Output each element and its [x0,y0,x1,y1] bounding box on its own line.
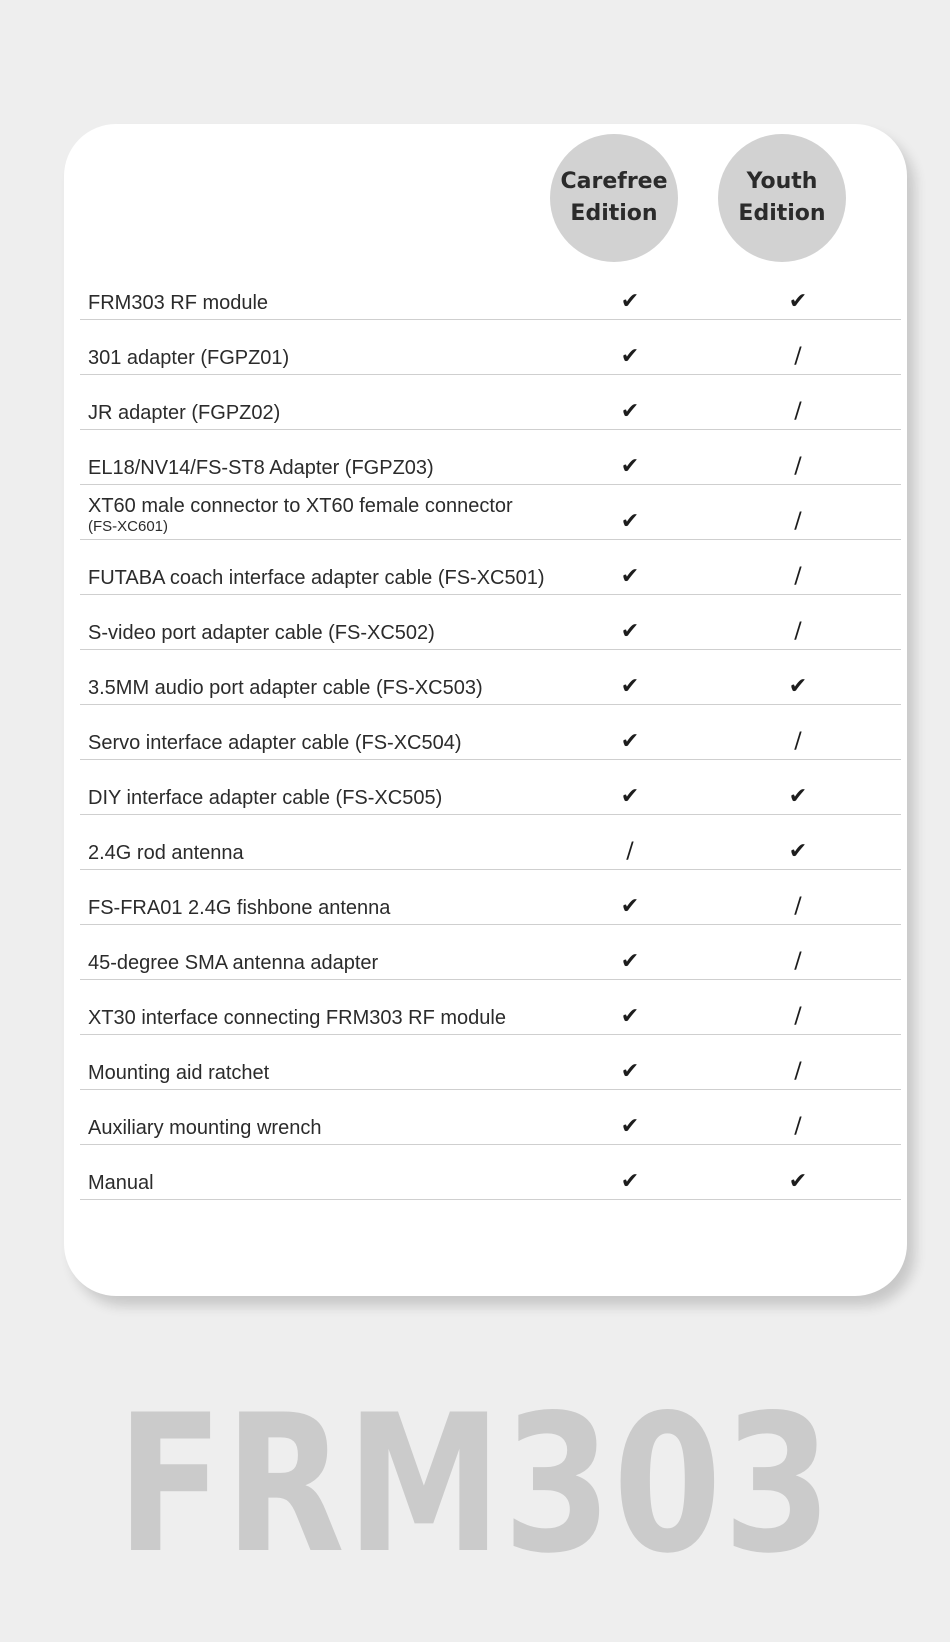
product-name-watermark: FRM303 [116,1374,834,1595]
youth-mark: ✔ [788,784,808,809]
item-sublabel: (FS-XC601) [88,518,169,535]
carefree-mark: ✔ [620,729,640,754]
item-label: Servo interface adapter cable (FS-XC504) [88,732,462,754]
carefree-mark: ✔ [620,619,640,644]
table-row [80,375,901,430]
carefree-mark: ✔ [620,784,640,809]
carefree-mark: ✔ [620,454,640,479]
table-row [80,1035,901,1090]
table-row [80,1090,901,1145]
item-label: 45-degree SMA antenna adapter [88,952,379,974]
item-label: FS-FRA01 2.4G fishbone antenna [88,897,391,919]
carefree-mark: ✔ [620,564,640,589]
carefree-mark: / [626,839,634,864]
table-row [80,540,901,595]
item-label: FRM303 RF module [88,292,269,314]
table-row [80,320,901,375]
carefree-mark: ✔ [620,509,640,534]
carefree-mark: ✔ [620,1004,640,1029]
carefree-mark: ✔ [620,894,640,919]
youth-mark: / [794,564,802,589]
item-name [88,676,483,700]
youth-mark: / [794,1004,802,1029]
youth-mark: / [794,399,802,424]
youth-mark: / [794,454,802,479]
item-name [88,1171,154,1195]
carefree-mark: ✔ [620,344,640,369]
youth-mark: ✔ [788,839,808,864]
table-row [80,980,901,1035]
carefree-mark: ✔ [620,949,640,974]
item-label: XT60 male connector to XT60 female connector [88,495,513,517]
item-name [88,896,390,920]
table-row [80,760,901,815]
item-name [88,786,442,810]
table-row [80,705,901,760]
youth-mark: / [794,509,802,534]
item-label: Auxiliary mounting wrench [88,1117,322,1139]
item-label: S-video port adapter cable (FS-XC502) [88,622,435,644]
table-row [80,870,901,925]
carefree-mark: ✔ [620,1114,640,1139]
item-label: 2.4G rod antenna [88,842,244,864]
item-label: JR adapter (FGPZ02) [88,402,281,424]
youth-mark: / [794,1114,802,1139]
comparison-card [64,124,907,1296]
comparison-table [80,265,901,1200]
item-label: XT30 interface connecting FRM303 RF module [88,1007,506,1029]
carefree-mark: ✔ [620,399,640,424]
youth-mark: / [794,619,802,644]
item-name [88,291,268,315]
table-row [80,485,901,540]
item-label: FUTABA coach interface adapter cable (FS-XC501) [88,567,545,589]
table-row [80,1145,901,1200]
item-name [88,951,378,975]
table-row [80,925,901,980]
youth-mark: ✔ [788,289,808,314]
item-label: 3.5MM audio port adapter cable (FS-XC503) [88,677,483,699]
item-label: EL18/NV14/FS-ST8 Adapter (FGPZ03) [88,457,434,479]
item-name [88,494,513,535]
youth-mark: / [794,949,802,974]
item-label: DIY interface adapter cable (FS-XC505) [88,787,443,809]
item-name [88,841,244,865]
table-row [80,430,901,485]
carefree-edition-header: Carefree Edition [550,134,678,262]
youth-mark: / [794,729,802,754]
item-label: Mounting aid ratchet [88,1062,270,1084]
youth-mark: / [794,1059,802,1084]
item-label: Manual [88,1172,154,1194]
table-row [80,815,901,870]
youth-mark: ✔ [788,674,808,699]
item-name [88,1006,506,1030]
carefree-mark: ✔ [620,674,640,699]
table-row [80,650,901,705]
carefree-mark: ✔ [620,1169,640,1194]
table-row [80,265,901,320]
carefree-mark: ✔ [620,1059,640,1084]
youth-mark: / [794,894,802,919]
item-name [88,456,434,480]
item-name [88,1116,321,1140]
item-name [88,566,545,590]
item-name [88,731,462,755]
item-name [88,621,435,645]
carefree-mark: ✔ [620,289,640,314]
item-name [88,346,289,370]
table-row [80,595,901,650]
item-name [88,1061,269,1085]
item-label: 301 adapter (FGPZ01) [88,347,290,369]
youth-mark: ✔ [788,1169,808,1194]
item-name [88,401,280,425]
youth-edition-header: Youth Edition [718,134,846,262]
youth-mark: / [794,344,802,369]
